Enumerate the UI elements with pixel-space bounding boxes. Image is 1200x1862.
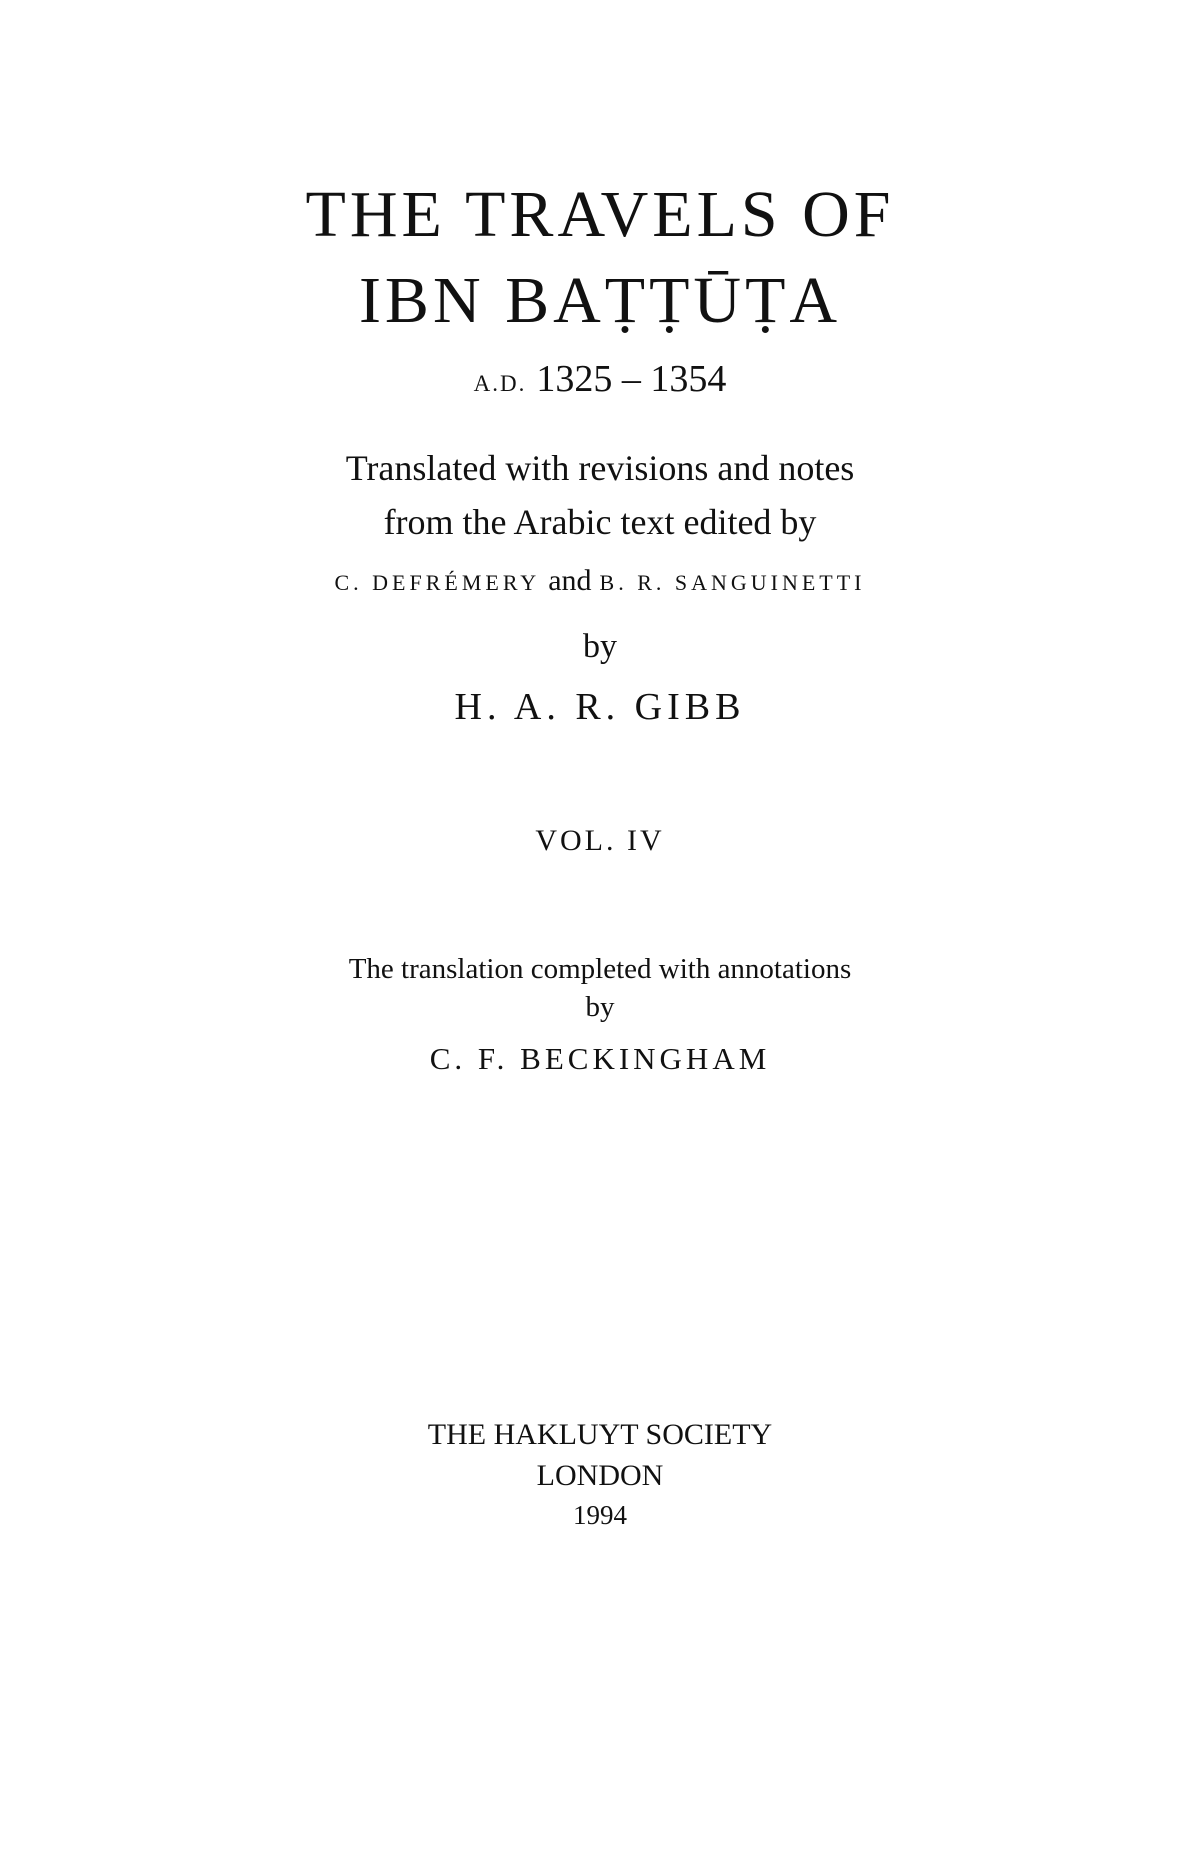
volume-label: VOL. IV [535,824,665,857]
book-title-line-2: IBN BAṬṬŪṬA [358,264,842,337]
editor-joiner: and [548,564,592,597]
era-prefix: A.D. [473,371,527,396]
by-label: by [583,628,617,665]
publication-year: 1994 [573,1500,627,1530]
translation-note-line-1: Translated with revisions and notes [345,448,855,488]
date-range: 1325 – 1354 [536,358,727,400]
completion-note: The translation completed with annotations [348,953,852,985]
editor-sanguinetti: B. R. SANGUINETTI [599,570,866,595]
annotator-name: C. F. BECKINGHAM [429,1041,771,1076]
translator-name: H. A. R. GIBB [454,686,746,728]
publisher-name: THE HAKLUYT SOCIETY [427,1418,773,1451]
book-title-line-1: THE TRAVELS OF [305,178,895,251]
translation-note-line-2: from the Arabic text edited by [383,502,817,542]
editor-defremery: C. DEFRÉMERY [334,570,541,595]
by-label-2: by [585,991,615,1023]
publisher-city: LONDON [536,1459,664,1492]
editors-line [0,566,1200,596]
date-range-line [0,360,1200,398]
